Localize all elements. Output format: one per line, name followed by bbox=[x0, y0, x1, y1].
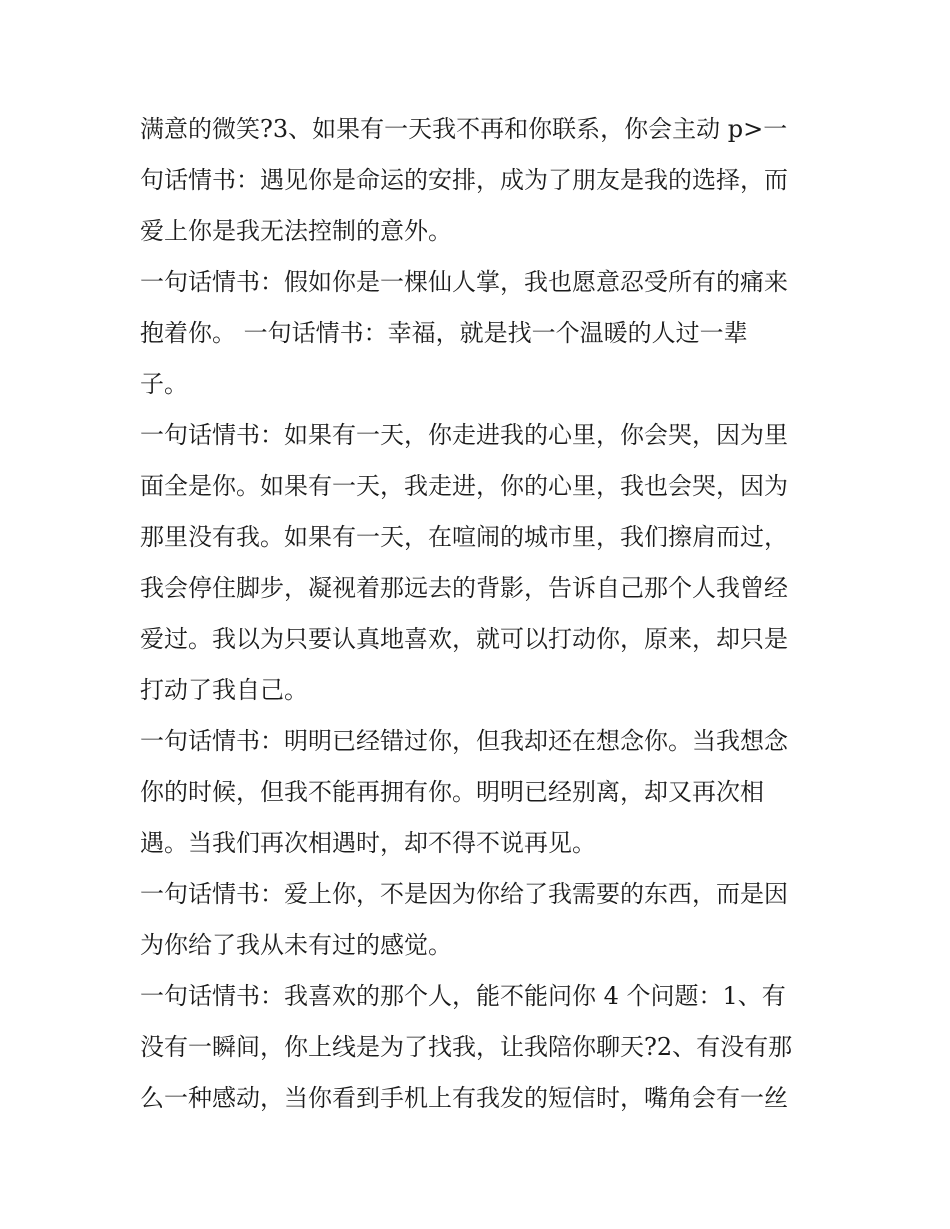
text-line: 一句话情书：明明已经错过你，但我却还在想念你。当我想念 bbox=[140, 727, 788, 755]
text-line: 一句话情书：我喜欢的那个人，能不能问你 4 个问题：1、有 bbox=[140, 982, 786, 1010]
text-line: 满意的微笑?3、如果有一天我不再和你联系，你会主动 p>一 bbox=[140, 115, 788, 143]
text-line: 面全是你。如果有一天，我走进，你的心里，我也会哭，因为 bbox=[140, 472, 788, 500]
text-line: 没有一瞬间，你上线是为了找我，让我陪你聊天?2、有没有那 bbox=[140, 1033, 793, 1061]
text-line: 遇。当我们再次相遇时，却不得不说再见。 bbox=[140, 829, 596, 857]
text-line: 子。 bbox=[140, 370, 188, 398]
text-line: 我会停住脚步，凝视着那远去的背影，告诉自己那个人我曾经 bbox=[140, 574, 788, 602]
text-line: 一句话情书：如果有一天，你走进我的心里，你会哭，因为里 bbox=[140, 421, 788, 449]
text-line: 那里没有我。如果有一天，在喧闹的城市里，我们擦肩而过， bbox=[140, 523, 788, 551]
text-line: 抱着你。 一句话情书：幸福，就是找一个温暖的人过一辈 bbox=[140, 319, 748, 347]
text-line: 句话情书：遇见你是命运的安排，成为了朋友是我的选择，而 bbox=[140, 166, 788, 194]
text-line: 为你给了我从未有过的感觉。 bbox=[140, 931, 452, 959]
text-line: 爱上你是我无法控制的意外。 bbox=[140, 217, 452, 245]
text-line: 你的时候，但我不能再拥有你。明明已经别离，却又再次相 bbox=[140, 778, 764, 806]
text-line: 么一种感动，当你看到手机上有我发的短信时，嘴角会有一丝 bbox=[140, 1084, 788, 1112]
text-line: 打动了我自己。 bbox=[140, 676, 308, 704]
document-body bbox=[140, 104, 820, 1124]
text-line: 一句话情书：爱上你，不是因为你给了我需要的东西，而是因 bbox=[140, 880, 788, 908]
text-line: 一句话情书：假如你是一棵仙人掌，我也愿意忍受所有的痛来 bbox=[140, 268, 788, 296]
text-line: 爱过。我以为只要认真地喜欢，就可以打动你，原来，却只是 bbox=[140, 625, 788, 653]
